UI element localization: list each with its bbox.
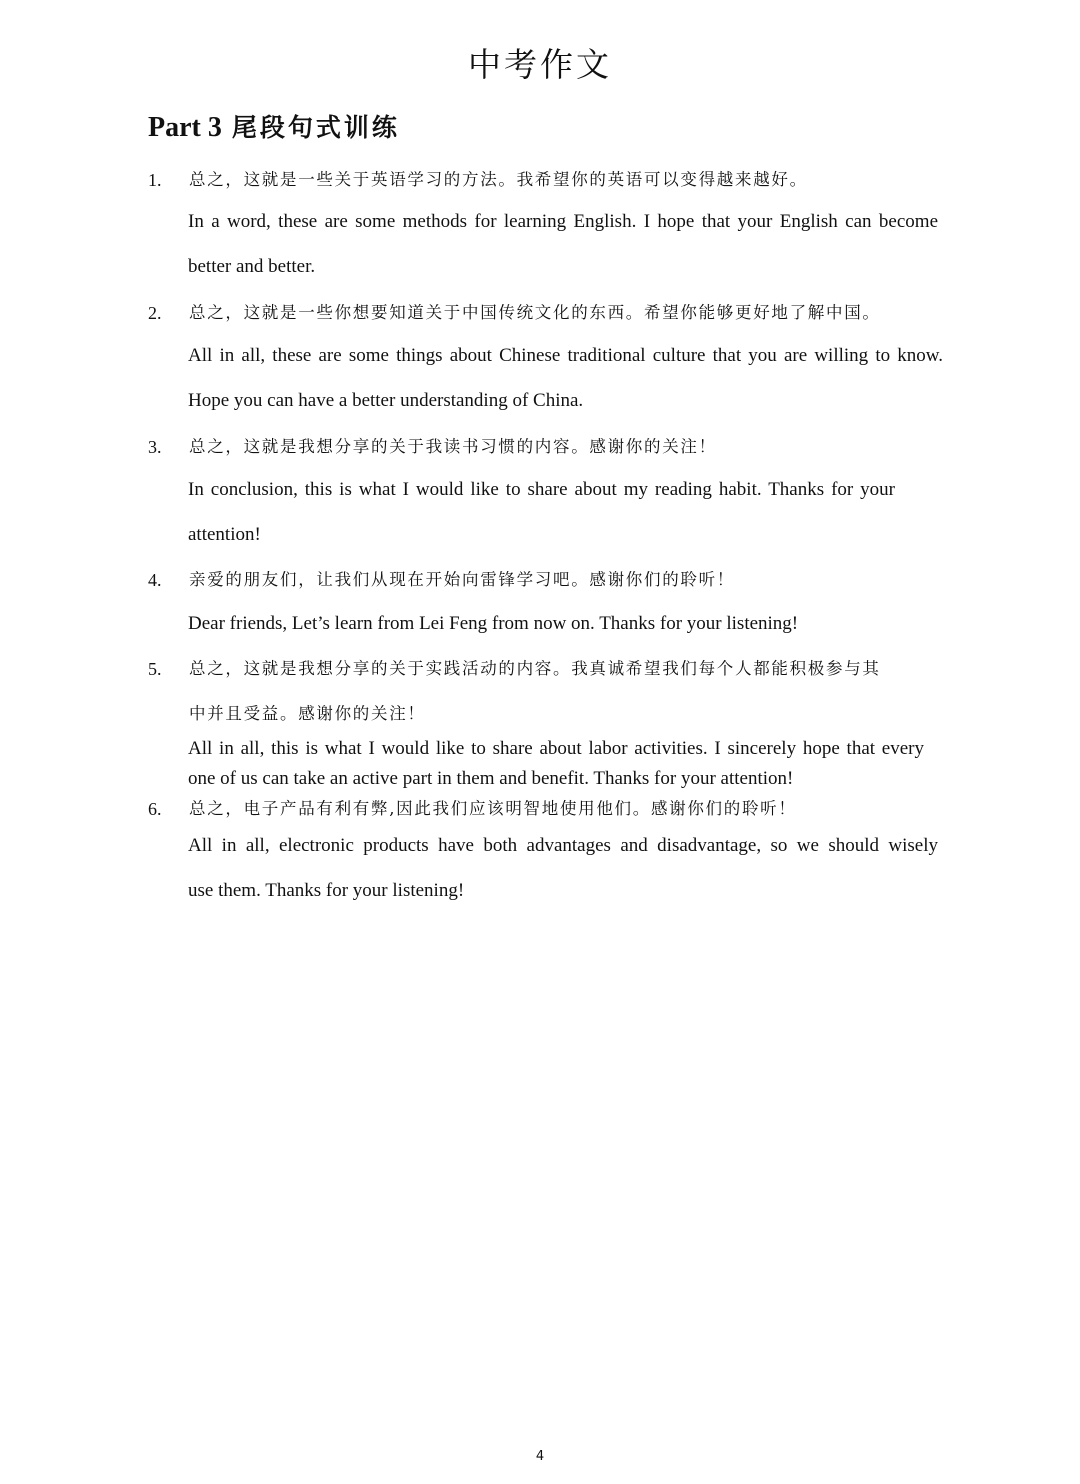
- chinese-sentence: 总之，这就是我想分享的关于实践活动的内容。我真诚希望我们每个人都能积极参与其: [189, 659, 881, 678]
- item-number: 1.: [148, 170, 162, 190]
- chinese-sentence: 总之，这就是一些你想要知道关于中国传统文化的东西。希望你能够更好地了解中国。: [189, 303, 881, 322]
- section-heading: [148, 108, 400, 148]
- item-number: 4.: [148, 570, 162, 590]
- english-sentence: one of us can take an active part in them and benefit. Thanks for your attention!: [188, 768, 794, 789]
- item-number: 6.: [148, 799, 162, 819]
- english-sentence: Hope you can have a better understanding of China.: [188, 390, 584, 411]
- english-sentence: Dear friends, Let’s learn from Lei Feng from now on. Thanks for your listening!: [188, 613, 799, 634]
- english-sentence: In conclusion, this is what I would like to share about my reading habit. Thanks for your: [188, 479, 895, 500]
- part-label: Part 3: [148, 112, 222, 143]
- english-sentence: All in all, these are some things about Chinese traditional culture that you are willing to know.: [188, 345, 943, 366]
- item-number: 3.: [148, 437, 162, 457]
- english-sentence: attention!: [188, 524, 261, 545]
- chinese-sentence: 中并且受益。感谢你的关注！: [189, 704, 426, 723]
- chinese-sentence: 亲爱的朋友们，让我们从现在开始向雷锋学习吧。感谢你们的聆听！: [189, 570, 735, 589]
- page-number: 4: [535, 1449, 545, 1464]
- item-number: 5.: [148, 659, 162, 679]
- part-title: 尾段句式训练: [231, 113, 400, 142]
- english-sentence: All in all, electronic products have both advantages and disadvantage, so we should wisely: [188, 835, 938, 856]
- chinese-sentence: 总之，这就是我想分享的关于我读书习惯的内容。感谢你的关注！: [189, 437, 717, 456]
- english-sentence: In a word, these are some methods for learning English. I hope that your English can become: [188, 211, 938, 232]
- chinese-sentence: 总之，这就是一些关于英语学习的方法。我希望你的英语可以变得越来越好。: [189, 170, 808, 189]
- english-sentence: better and better.: [188, 256, 316, 277]
- english-sentence: use them. Thanks for your listening!: [188, 880, 465, 901]
- english-sentence: All in all, this is what I would like to share about labor activities. I sincerely hope that every: [188, 738, 924, 759]
- item-number: 2.: [148, 303, 162, 323]
- page-title: 中考作文: [468, 45, 612, 84]
- chinese-sentence: 总之，电子产品有利有弊,因此我们应该明智地使用他们。感谢你们的聆听！: [189, 799, 797, 818]
